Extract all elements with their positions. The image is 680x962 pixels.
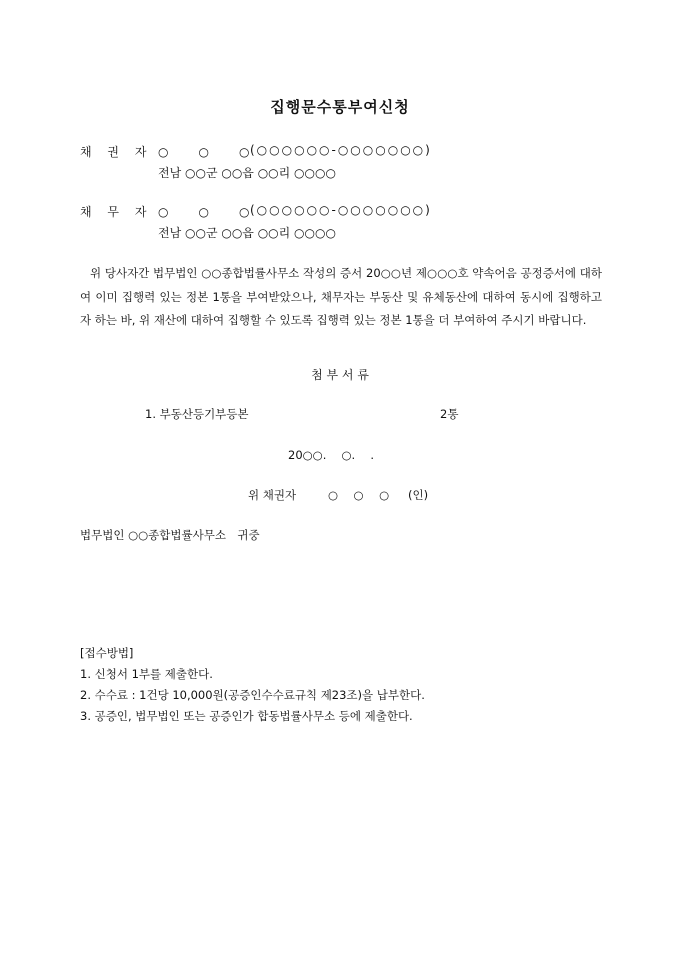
signature-seal: (인) [408,488,429,502]
submission-item: 3. 공증인, 법무법인 또는 공증인가 합동법률사무소 등에 제출한다. [80,709,413,723]
debtor-name: ○ ○ ○ [158,205,252,219]
creditor-name: ○ ○ ○ [158,145,252,159]
attachments-heading: 첨 부 서 류 [311,368,369,382]
document-date: 20○○. ○. . [288,448,375,462]
document-title: 집행문수통부여신청 [270,98,410,116]
signature-name: ○ ○ ○ [328,488,392,502]
creditor-address: 전남 ○○군 ○○읍 ○○리 ○○○○ [158,166,336,180]
recipient: 법무법인 ○○종합법률사무소 귀중 [80,528,260,542]
submission-item: 1. 신청서 1부를 제출한다. [80,667,213,681]
debtor-address: 전남 ○○군 ○○읍 ○○리 ○○○○ [158,226,336,240]
submission-item: 2. 수수료 : 1건당 10,000원(공증인수수료규칙 제23조)을 납부한다. [80,688,425,702]
body-paragraph [80,262,602,333]
body-text: 위 당사자간 법무법인 ○○종합법률사무소 작성의 증서 20○○년 제○○○호 약속어음 공정증서에 대하여 이미 집행력 있는 정본 1통을 부여받았으나, 채무자는 부동산 및 유체동산에 대하여 동시에 집행하고자 하는 바, 위 재산에 대하여 집행할 수 있도록 집행력 있는 정본 1통을 더 부여하여 주시기 바랍니다. [80,266,602,327]
signature-prefix: 위 채권자 [248,488,297,502]
attachment-item-label: 1. 부동산등기부등본 [145,407,249,421]
creditor-label: 채 권 자 [80,145,153,159]
debtor-id: (○○○○○○-○○○○○○○) [250,203,432,217]
debtor-label: 채 무 자 [80,205,153,219]
creditor-id: (○○○○○○-○○○○○○○) [250,143,432,157]
submission-heading: [접수방법] [80,646,134,660]
attachment-item-count: 2통 [440,407,459,421]
